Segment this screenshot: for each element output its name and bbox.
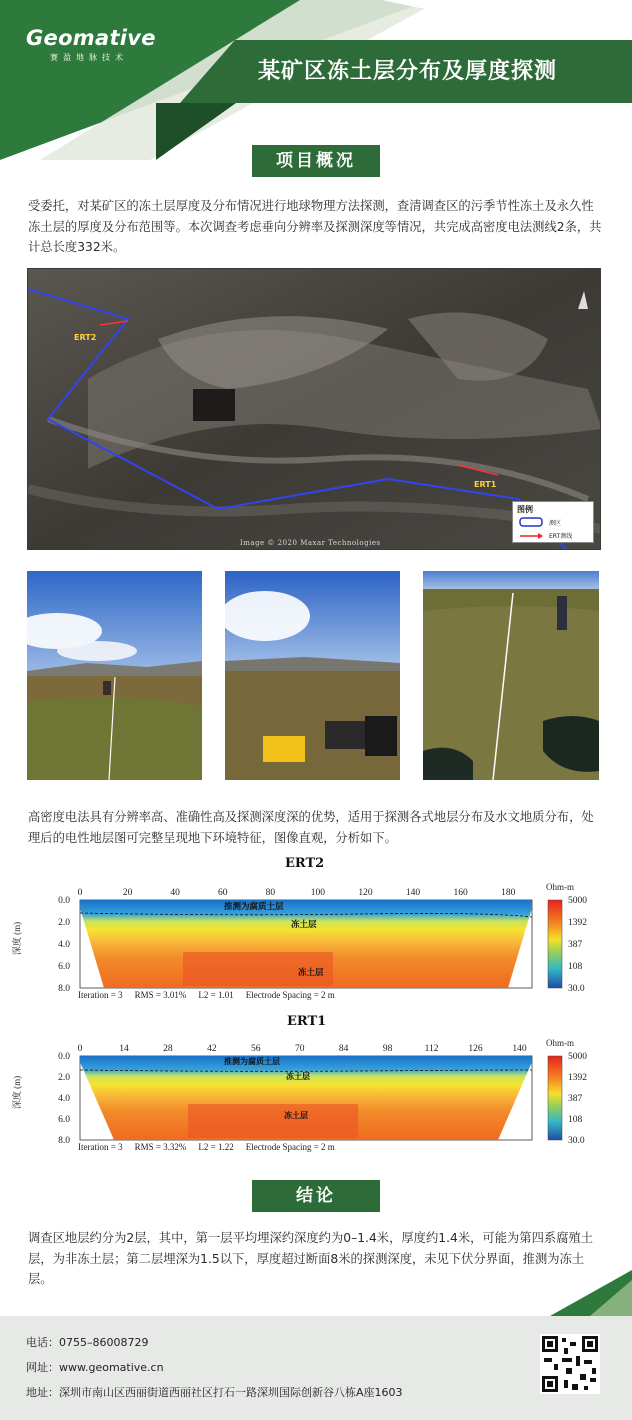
ert1-y-tick: 6.0 [58,1115,70,1125]
ert2-l2: L2 = 1.01 [198,990,234,1000]
ert1-spacing: Electrode Spacing = 2 m [245,1142,335,1152]
footer-website: 网址：www.geomative.cn [26,1361,164,1374]
ert2-x-tick: 100 [310,888,326,898]
map-legend [512,501,594,543]
ert2-rms: RMS = 3.01% [134,990,187,1000]
section-tag-conclusion: 结论 [252,1180,380,1212]
ert1-x-tick: 28 [163,1044,173,1054]
ert1-chart [12,1034,608,1156]
ert1-iteration: Iteration = 3 [78,1142,123,1152]
ert1-y-tick: 2.0 [58,1073,70,1083]
ert2-scale-tick: 387 [568,940,583,950]
footer-phone: 电话：0755–86008729 [26,1336,149,1349]
ert2-chart [12,880,608,1002]
ert1-scale-tick: 387 [568,1094,583,1104]
qr-code-icon [540,1334,600,1394]
ert1-l2: L2 = 1.22 [198,1142,234,1152]
section-tag-overview: 项目概况 [252,145,380,177]
ert2-scale-tick: 108 [568,962,583,972]
ert2-y-tick: 4.0 [58,940,70,950]
ert2-x-tick: 160 [453,888,468,898]
field-photo-3 [423,571,599,780]
ert1-y-tick: 0.0 [58,1052,70,1062]
legend-area-label: 测区 [549,519,562,527]
ert2-label-low: 冻土层 [298,968,324,978]
ert1-x-tick: 126 [468,1044,483,1054]
ert1-x-tick: 84 [338,1044,349,1054]
ert1-y-tick: 4.0 [58,1094,70,1104]
ert1-x-tick: 140 [512,1044,527,1054]
ert2-x-tick: 40 [170,888,180,898]
ert1-rms: RMS = 3.32% [134,1142,187,1152]
ert2-label-mid: 冻土层 [291,920,317,930]
ert2-y-label: 深度 (m) [12,921,23,956]
ert1-scale-tick: 108 [568,1115,583,1125]
ert1-x-tick: 14 [119,1044,129,1054]
ert2-x-tick: 180 [501,888,516,898]
field-photo-1 [27,571,202,780]
ert2-spacing: Electrode Spacing = 2 m [245,990,335,1000]
ert1-x-tick: 112 [424,1044,439,1054]
ert1-label-low: 冻土层 [284,1111,308,1120]
map-credit: Image © 2020 Maxar Technologies [240,539,381,547]
overview-paragraph: 受委托，对某矿区的冻土层厚度及分布情况进行地球物理方法探测，查清调查区的污季节性冻土及永久性冻土层的厚度及分布范围等。本次调查考虑垂向分辨率及探测深度等情况，共完成高密度电法测线2条，共计总长度332米。 [28,199,602,254]
ert1-x-tick: 56 [251,1044,261,1054]
ert2-y-tick: 2.0 [58,918,70,928]
ert1-x-tick: 0 [77,1044,83,1054]
footer-address: 地址：深圳市南山区西丽街道西丽社区打石一路深圳国际创新谷八栋A座1603 [26,1386,403,1399]
ert1-x-tick: 98 [382,1044,393,1054]
ert2-scale-tick: 5000 [568,896,587,906]
map-label-ert2: ERT2 [74,333,97,342]
brand-logo [26,26,156,63]
ert2-y-tick: 8.0 [58,984,70,994]
page-header [0,0,632,160]
page-footer [0,1316,632,1420]
ert1-y-tick: 8.0 [58,1136,70,1146]
ert2-scale-tick: 30.0 [568,984,585,994]
brand-subtitle: 赛盈地脉技术 [50,53,128,62]
ert2-y-tick: 6.0 [58,962,70,972]
map-label-ert1: ERT1 [474,480,497,489]
ert1-scale-unit: Ohm-m [546,1038,574,1048]
ert1-chart-svg [28,1034,608,1156]
legend-area [519,517,561,527]
ert2-x-tick: 140 [405,888,421,898]
area-symbol-icon [519,517,543,527]
ert2-chart-svg [28,880,608,1002]
ert2-scale-unit: Ohm-m [546,882,574,892]
ert2-scale-tick: 1392 [568,918,587,928]
ert2-x-tick: 120 [358,888,373,898]
legend-line [519,531,572,540]
ert1-x-tick: 42 [207,1044,217,1054]
ert1-label-top: 推测为腐质土层 [224,1057,280,1066]
ert2-x-tick: 80 [265,888,276,898]
ert2-iteration: Iteration = 3 [78,990,123,1000]
ert1-scale-tick: 30.0 [568,1136,585,1146]
chart-title-ert1: ERT1 [287,1014,327,1029]
field-photo-2 [225,571,400,780]
method-paragraph: 高密度电法具有分辨率高、准确性高及探测深度深的优势，适用于探测各式地层分布及水文地质分布，处理后的电性地层图可完整呈现地下环境特征，图像直观，分析如下。 [28,810,594,845]
ert2-x-tick: 0 [77,888,83,898]
chart-title-ert2: ERT2 [285,856,325,871]
arrow-symbol-icon [519,532,543,540]
ert2-x-tick: 60 [217,888,228,898]
legend-title: 图例 [517,505,533,514]
ert1-label-mid: 冻土层 [286,1072,310,1081]
ert1-stats [78,1142,335,1152]
ert2-label-top: 推测为腐质土层 [224,902,284,912]
ert2-y-tick: 0.0 [58,896,70,906]
page-title: 某矿区冻土层分布及厚度探测 [258,59,558,84]
ert2-stats [78,990,335,1000]
ert1-scale-tick: 1392 [568,1073,587,1083]
ert2-x-tick: 20 [122,888,133,898]
brand-name: Geomative [26,26,156,50]
ert1-x-tick: 70 [294,1044,305,1054]
ert1-scale-tick: 5000 [568,1052,587,1062]
conclusion-paragraph: 调查区地层约分为2层，其中，第一层平均埋深约深度约为0–1.4米，厚度约1.4米，可能为第四系腐殖土层，为非冻土层；第二层埋深为1.5以下，厚度超过断面8米的探测深度，未见下伏分界面，推测为冻土层。 [28,1231,594,1286]
ert1-y-label: 深度 (m) [12,1075,23,1110]
legend-line-label: ERT测线 [549,533,573,540]
satellite-map [27,268,601,550]
